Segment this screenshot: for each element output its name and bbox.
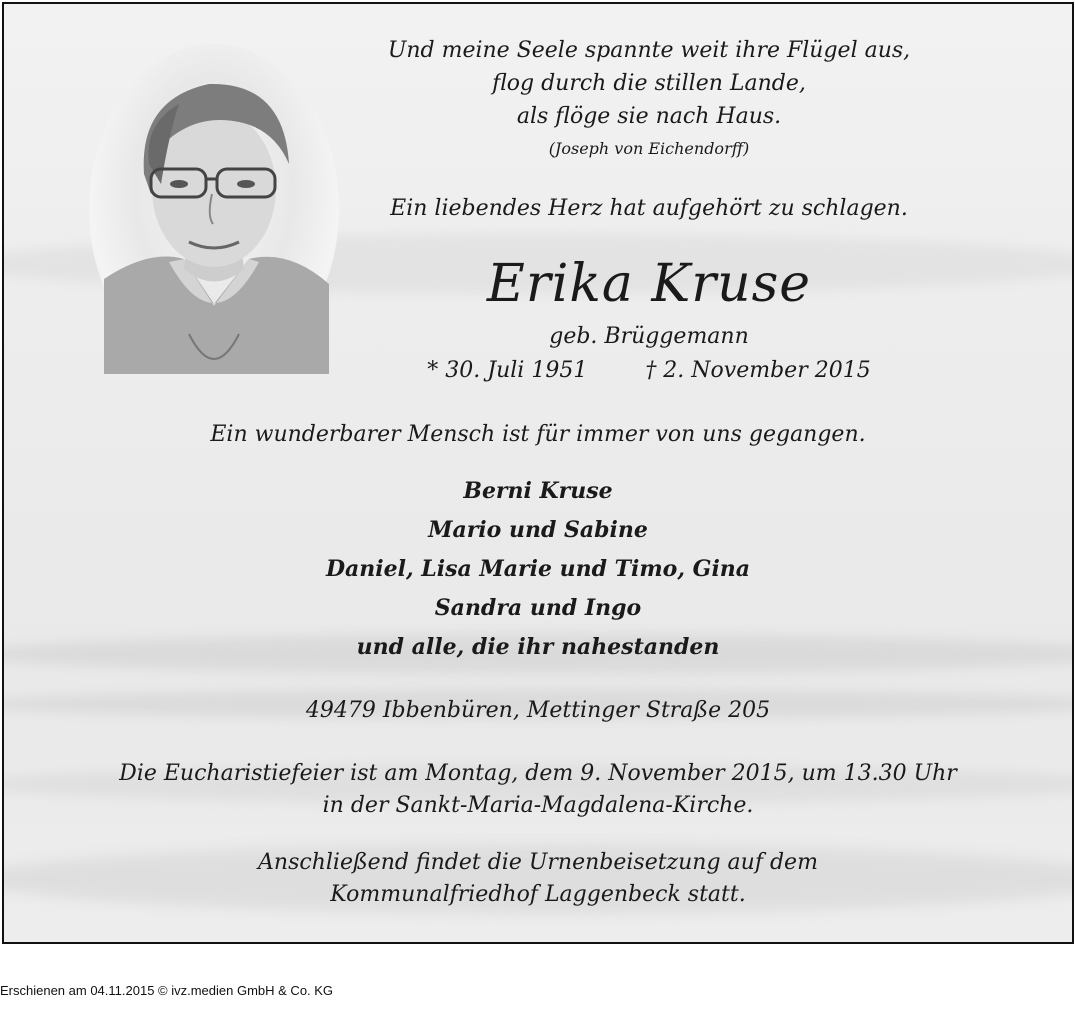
burial-line: Kommunalfriedhof Laggenbeck statt. <box>330 882 746 907</box>
poem-line: Und meine Seele spannte weit ihre Flügel aus, <box>387 38 911 63</box>
publication-footer: Erschienen am 04.11.2015 © ivz.medien GmbH & Co. KG <box>0 983 334 998</box>
poem-source: (Joseph von Eichendorff) <box>548 139 750 158</box>
poem-line: flog durch die stillen Lande, <box>492 71 806 96</box>
service-line: Die Eucharistiefeier ist am Montag, dem 9. November 2015, um 13.30 Uhr <box>119 761 957 786</box>
tribute-line: Ein wunderbarer Mensch ist für immer von uns gegangen. <box>210 422 866 447</box>
portrait-photo <box>89 44 339 374</box>
poem-line: als flöge sie nach Haus. <box>516 104 782 129</box>
life-dates <box>314 358 984 383</box>
mourner-name: Berni Kruse <box>463 478 613 504</box>
family-address: 49479 Ibbenbüren, Mettinger Straße 205 <box>305 698 771 723</box>
mourner-name: Mario und Sabine <box>428 517 648 543</box>
service-line: in der Sankt-Maria-Magdalena-Kirche. <box>322 793 754 818</box>
mourner-name: Sandra und Ingo <box>434 595 642 621</box>
death-date: † 2. November 2015 <box>645 358 871 383</box>
obituary-notice <box>2 2 1074 944</box>
deceased-name: Erika Kruse <box>486 254 812 314</box>
mourner-name: und alle, die ihr nahestanden <box>356 634 720 660</box>
birth-name: geb. Brüggemann <box>549 324 749 349</box>
heart-line: Ein liebendes Herz hat aufgehört zu schlagen. <box>390 196 908 221</box>
mourner-name: Daniel, Lisa Marie und Timo, Gina <box>325 556 751 582</box>
birth-date: * 30. Juli 1951 <box>427 358 588 383</box>
burial-line: Anschließend findet die Urnenbeisetzung auf dem <box>258 850 818 875</box>
